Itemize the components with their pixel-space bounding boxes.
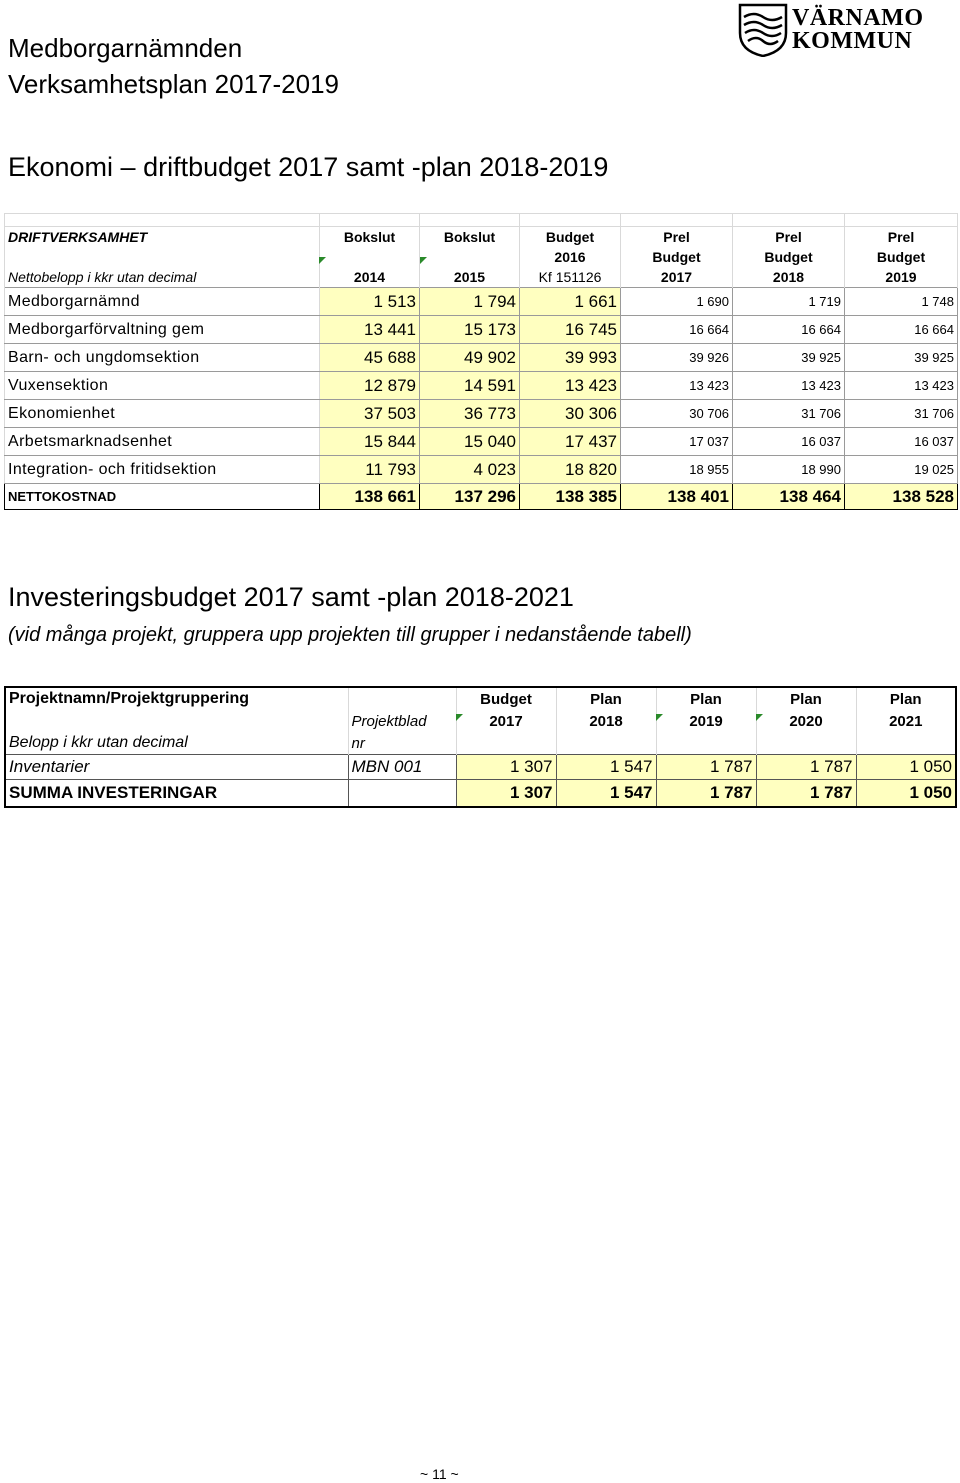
table-cell: 39 925	[845, 344, 958, 372]
col-header	[320, 247, 420, 267]
comment-marker-icon	[319, 257, 326, 264]
table-cell: 16 037	[845, 428, 958, 456]
col-header: Budget	[845, 247, 958, 267]
col-header: Bokslut	[420, 227, 520, 248]
invest-title: Investeringsbudget 2017 samt -plan 2018-2021	[8, 582, 574, 612]
col-header: Prel	[845, 227, 958, 248]
table-cell: 14 591	[420, 372, 520, 400]
invest-head-label: Projektnamn/Projektgruppering	[5, 687, 348, 710]
table-cell: 11 793	[320, 456, 420, 484]
col-header: Budget	[733, 247, 845, 267]
table-cell: 16 664	[733, 316, 845, 344]
table-cell: 12 879	[320, 372, 420, 400]
col-header: 2018	[733, 267, 845, 288]
invest-total-cell: 1 787	[656, 780, 756, 808]
col-header: Prel	[621, 227, 733, 248]
table-row	[5, 344, 958, 372]
col-header: 2016	[520, 247, 621, 267]
col-header: 2017	[456, 710, 556, 732]
total-row	[5, 484, 958, 510]
total-cell: 138 385	[520, 484, 621, 510]
col-header: Plan	[756, 687, 856, 710]
table-cell: 39 993	[520, 344, 621, 372]
logo-text: VÄRNAMO KOMMUN	[792, 5, 924, 54]
table-cell: 1 661	[520, 288, 621, 316]
col-header: 2020	[756, 710, 856, 732]
table-cell: 17 437	[520, 428, 621, 456]
row-label: Integration- och fritidsektion	[5, 456, 320, 484]
invest-row-name: Inventarier	[5, 755, 348, 780]
invest-total-cell: 1 547	[556, 780, 656, 808]
invest-total-cell: 1 307	[456, 780, 556, 808]
table-cell: 37 503	[320, 400, 420, 428]
table-cell: 4 023	[420, 456, 520, 484]
invest-cell: 1 547	[556, 755, 656, 780]
table-cell: 17 037	[621, 428, 733, 456]
invest-row	[5, 755, 956, 780]
invest-sub-label: Belopp i kkr utan decimal	[5, 732, 348, 755]
row-label: Barn- och ungdomsektion	[5, 344, 320, 372]
invest-total-cell: 1 787	[756, 780, 856, 808]
table-cell: 39 925	[733, 344, 845, 372]
col-header: Plan	[656, 687, 756, 710]
table-cell: 15 040	[420, 428, 520, 456]
row-label: Vuxensektion	[5, 372, 320, 400]
document-header	[8, 30, 339, 102]
table-row	[5, 456, 958, 484]
col-header: 2017	[621, 267, 733, 288]
comment-marker-icon	[456, 714, 463, 721]
table-cell: 16 037	[733, 428, 845, 456]
table-cell: 19 025	[845, 456, 958, 484]
invest-total-label: SUMMA INVESTERINGAR	[5, 780, 348, 808]
table-cell: 1 794	[420, 288, 520, 316]
table-cell: 30 706	[621, 400, 733, 428]
col-header: Kf 151126	[520, 267, 621, 288]
invest-total-row	[5, 780, 956, 808]
drift-title: Ekonomi – driftbudget 2017 samt -plan 2018-2019	[8, 152, 609, 182]
invest-subtitle: (vid många projekt, gruppera upp projekten till grupper i nedanstående tabell)	[8, 624, 692, 646]
col-header: Plan	[856, 687, 956, 710]
invest-cell: 1 787	[756, 755, 856, 780]
row-label: Medborgarförvaltning gem	[5, 316, 320, 344]
table-row	[5, 316, 958, 344]
row-label: Arbetsmarknadsenhet	[5, 428, 320, 456]
total-label: NETTOKOSTNAD	[5, 484, 320, 510]
header-plan: Verksamhetsplan 2017-2019	[8, 69, 340, 99]
table-cell: 31 706	[845, 400, 958, 428]
table-cell: 15 173	[420, 316, 520, 344]
drift-sub-label: Nettobelopp i kkr utan decimal	[5, 267, 320, 288]
crest-icon	[738, 3, 788, 57]
total-cell: 138 661	[320, 484, 420, 510]
projblad-label-nr: nr	[348, 732, 456, 755]
row-label: Medborgarnämnd	[5, 288, 320, 316]
table-row	[5, 400, 958, 428]
table-cell: 18 990	[733, 456, 845, 484]
col-header: 2019	[845, 267, 958, 288]
header-org: Medborgarnämnden	[8, 33, 243, 63]
table-cell: 30 306	[520, 400, 621, 428]
table-cell: 13 423	[520, 372, 621, 400]
table-cell: 16 664	[845, 316, 958, 344]
drift-table	[4, 213, 958, 510]
table-cell: 16 664	[621, 316, 733, 344]
table-cell: 13 423	[845, 372, 958, 400]
col-header: 2018	[556, 710, 656, 732]
table-cell: 16 745	[520, 316, 621, 344]
invest-total-cell: 1 050	[856, 780, 956, 808]
comment-marker-icon	[656, 714, 663, 721]
table-row	[5, 428, 958, 456]
table-cell: 18 820	[520, 456, 621, 484]
table-cell: 31 706	[733, 400, 845, 428]
page-number: ~ 11 ~	[420, 1466, 459, 1482]
invest-cell: 1 787	[656, 755, 756, 780]
table-cell: 1 513	[320, 288, 420, 316]
comment-marker-icon	[420, 257, 427, 264]
invest-cell: 1 050	[856, 755, 956, 780]
col-header: Plan	[556, 687, 656, 710]
table-cell: 13 423	[621, 372, 733, 400]
table-cell: 36 773	[420, 400, 520, 428]
invest-cell: 1 307	[456, 755, 556, 780]
total-cell: 138 464	[733, 484, 845, 510]
invest-row-nr: MBN 001	[348, 755, 456, 780]
table-cell: 15 844	[320, 428, 420, 456]
col-header: 2014	[320, 267, 420, 288]
col-header: Budget	[520, 227, 621, 248]
invest-table	[4, 686, 957, 808]
col-header: Prel	[733, 227, 845, 248]
total-cell: 138 528	[845, 484, 958, 510]
table-row	[5, 372, 958, 400]
table-row	[5, 288, 958, 316]
table-cell: 49 902	[420, 344, 520, 372]
table-cell: 1 719	[733, 288, 845, 316]
total-cell: 137 296	[420, 484, 520, 510]
col-header: Budget	[621, 247, 733, 267]
row-label: Ekonomienhet	[5, 400, 320, 428]
col-header: Budget	[456, 687, 556, 710]
col-header: Bokslut	[320, 227, 420, 248]
table-cell: 13 423	[733, 372, 845, 400]
table-cell: 1 748	[845, 288, 958, 316]
drift-head-label: DRIFTVERKSAMHET	[5, 227, 320, 248]
varnamo-logo	[738, 3, 938, 59]
table-cell: 39 926	[621, 344, 733, 372]
table-cell: 45 688	[320, 344, 420, 372]
comment-marker-icon	[756, 714, 763, 721]
col-header	[420, 247, 520, 267]
col-header: 2021	[856, 710, 956, 732]
total-cell: 138 401	[621, 484, 733, 510]
table-cell: 13 441	[320, 316, 420, 344]
col-header: 2019	[656, 710, 756, 732]
table-cell: 1 690	[621, 288, 733, 316]
table-cell: 18 955	[621, 456, 733, 484]
col-header: 2015	[420, 267, 520, 288]
projblad-label: Projektblad	[348, 710, 456, 732]
